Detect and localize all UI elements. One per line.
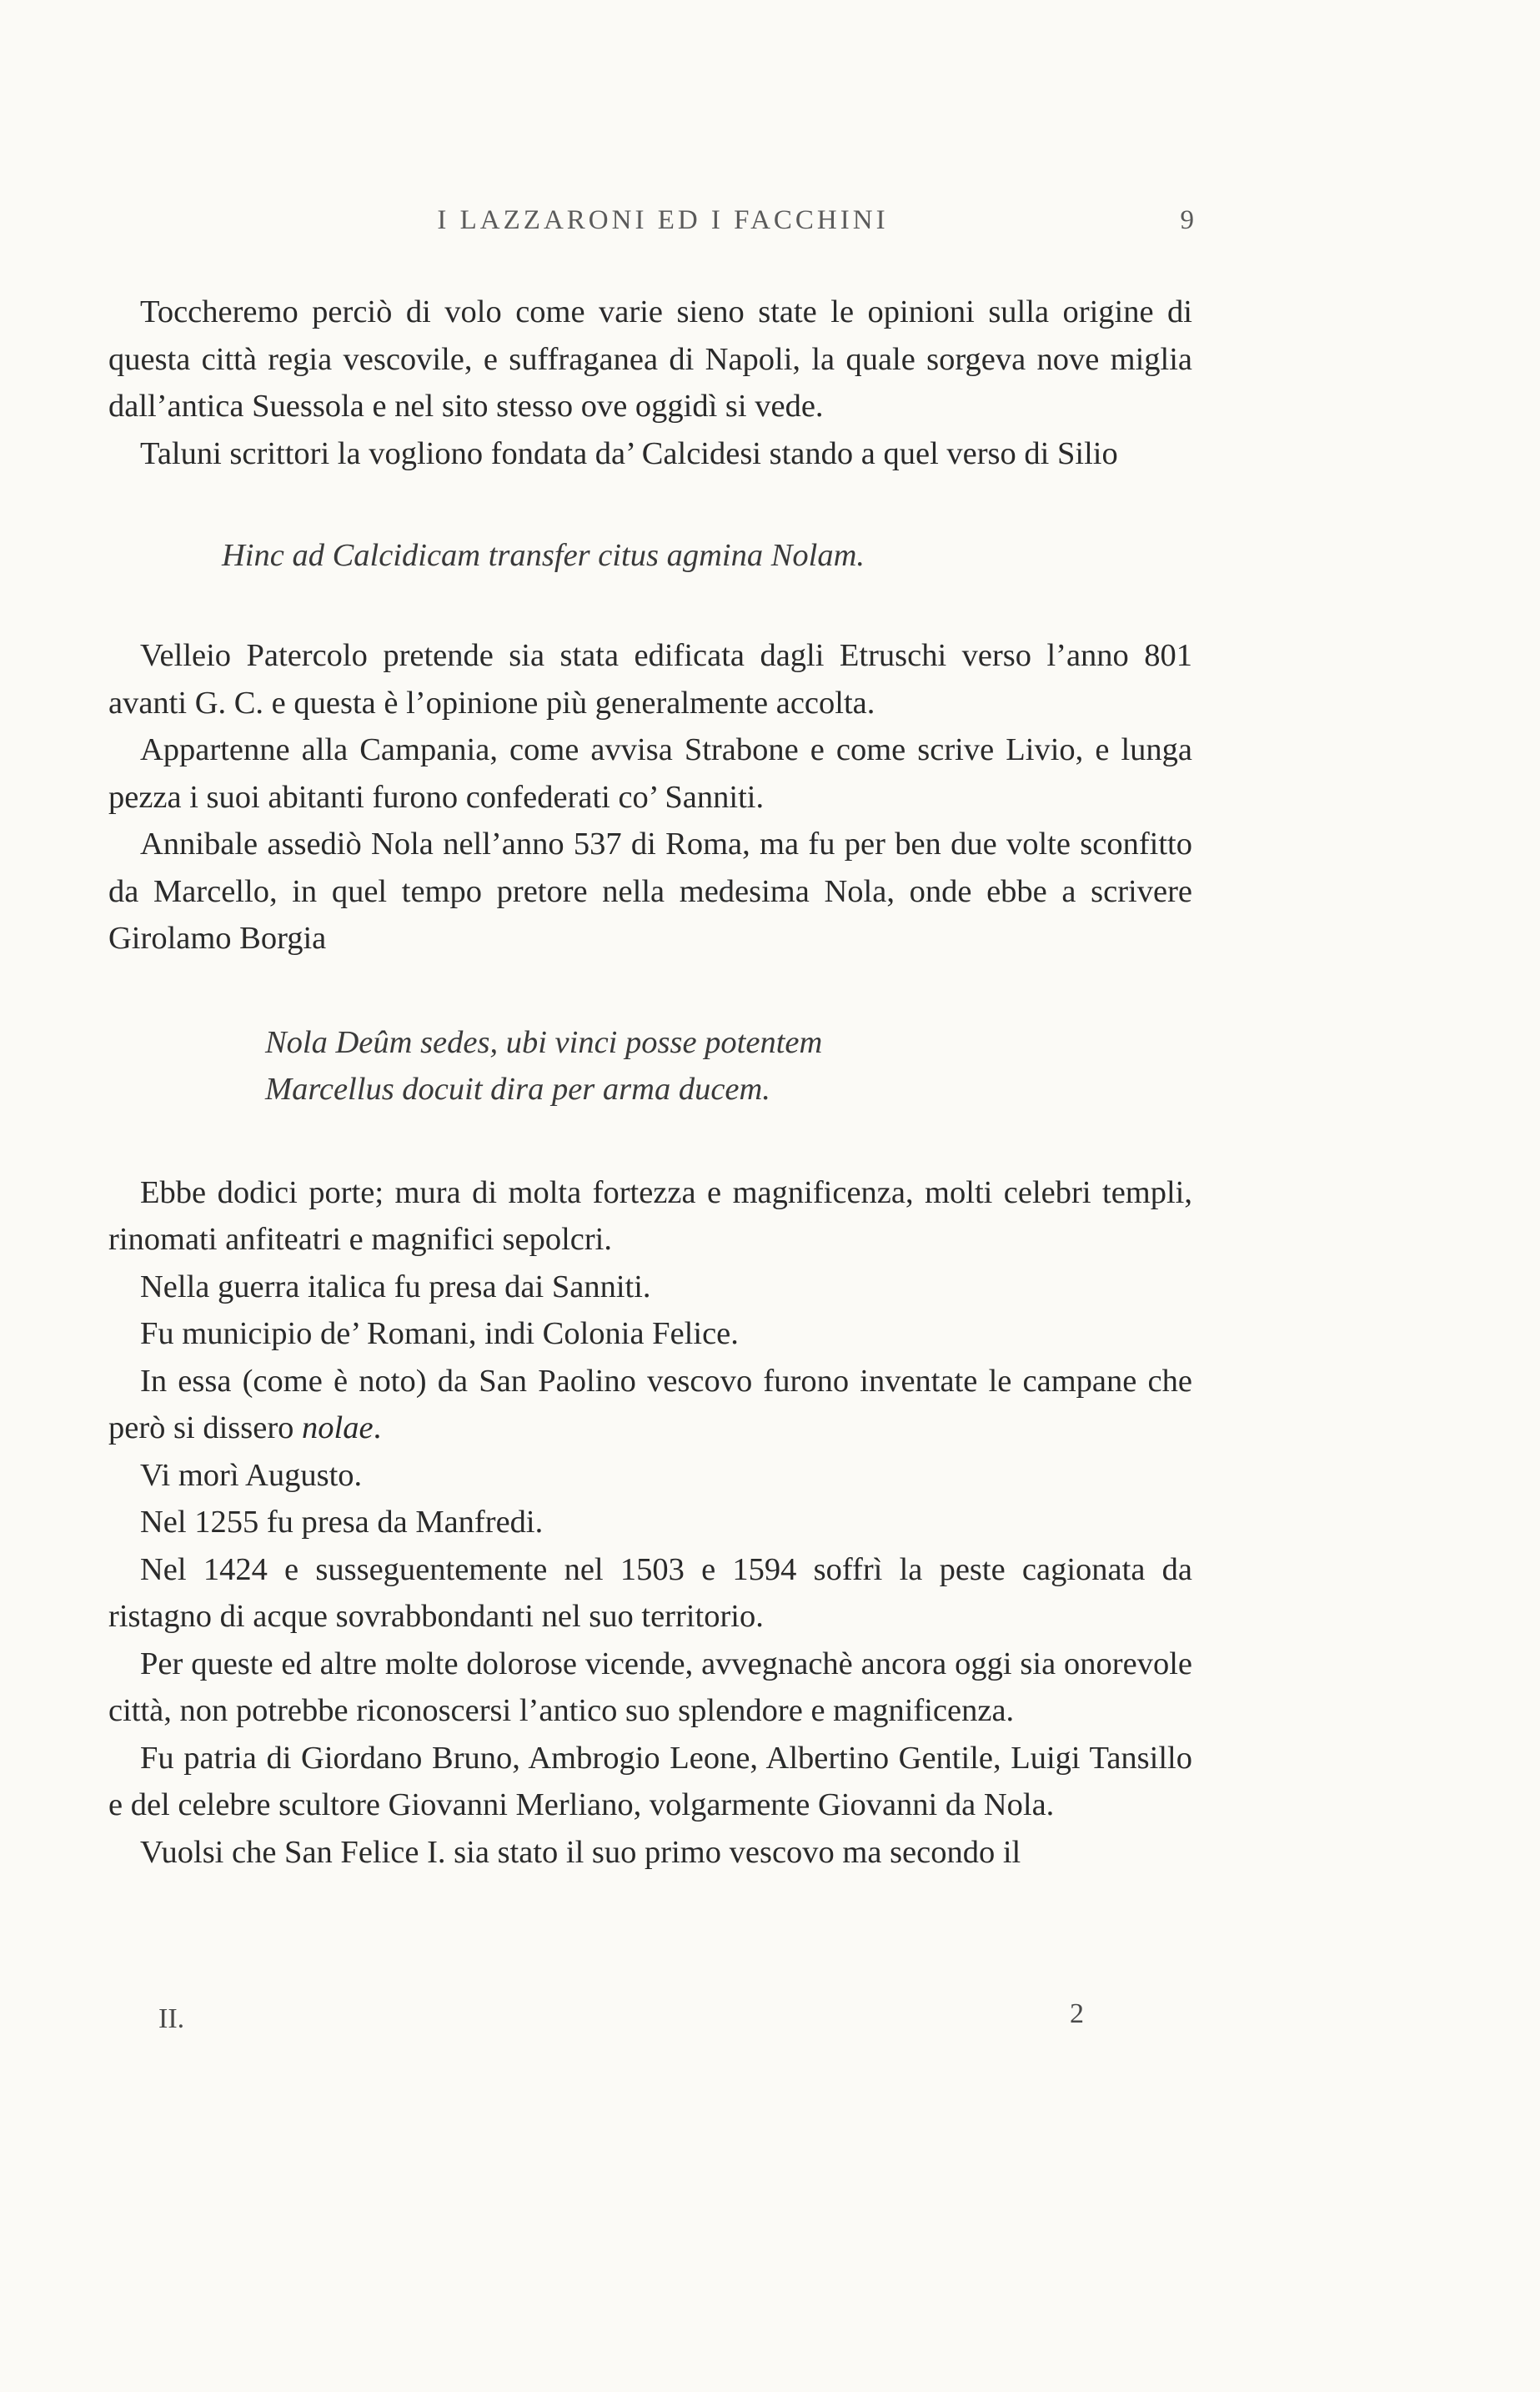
paragraph <box>108 1358 1192 1452</box>
verse-line: Nola Deûm sedes, ubi vinci posse potentem <box>265 1024 823 1060</box>
paragraph: Nel 1255 fu presa da Manfredi. <box>140 1505 544 1540</box>
paragraph: Toccheremo perciò di volo come varie sieno state le opinioni sulla origine di questa città regia vescovile, e suffraganea di Napoli, la quale sorgeva nove miglia dall’antica Suessola e nel sito stesso ove oggidì si vede. <box>108 294 1192 424</box>
running-head <box>125 205 1201 245</box>
volume-number: II. <box>158 2003 185 2034</box>
verse-quotation-borgia <box>265 1019 1192 1113</box>
paragraph: Ebbe dodici porte; mura di molta fortezza e magnificenza, molti celebri templi, rinomati anfiteatri e magnifici sepolcri. <box>108 1174 1192 1257</box>
paragraph-text: In essa (come è noto) da San Paolino vescovo furono inventate le campane che però si dissero <box>108 1363 1192 1445</box>
verse-quotation-silio: Hinc ad Calcidicam transfer citus agmina Nolam. <box>222 538 865 573</box>
paragraph: Fu municipio de’ Romani, indi Colonia Felice. <box>140 1316 739 1351</box>
paragraph: Nella guerra italica fu presa dai Sanniti. <box>140 1269 651 1304</box>
body-text <box>108 289 1192 1876</box>
page-footer <box>158 1998 1084 2043</box>
signature-mark: 2 <box>1070 1998 1084 2029</box>
paragraph: Vuolsi che San Felice I. sia stato il suo primo vescovo ma secondo il <box>140 1834 1021 1870</box>
paragraph: Nel 1424 e susseguentemente nel 1503 e 1594 soffrì la peste cagionata da ristagno di acque sovrabbondanti nel suo territorio. <box>108 1551 1192 1634</box>
paragraph: Per queste ed altre molte dolorose vicende, avvegnachè ancora oggi sia onorevole città, non potrebbe riconoscersi l’antico suo splendore e magnificenza. <box>108 1646 1192 1728</box>
paragraph: Vi morì Augusto. <box>140 1457 363 1493</box>
paragraph: Fu patria di Giordano Bruno, Ambrogio Leone, Albertino Gentile, Luigi Tansillo e del celebre scultore Giovanni Merliano, volgarmente Giovanni da Nola. <box>108 1740 1192 1822</box>
page-number: 9 <box>1180 205 1194 235</box>
italic-term: nolae <box>302 1410 374 1445</box>
paragraph: Annibale assediò Nola nell’anno 537 di Roma, ma fu per ben due volte sconfitto da Marcello, in quel tempo pretore nella medesima Nola, onde ebbe a scrivere Girolamo Borgia <box>108 827 1192 956</box>
paragraph: Appartenne alla Campania, come avvisa Strabone e come scrive Livio, e lunga pezza i suoi abitanti furono confederati co’ Sanniti. <box>108 732 1192 815</box>
paragraph: Velleio Patercolo pretende sia stata edificata dagli Etruschi verso l’anno 801 avanti G. C. e questa è l’opinione più generalmente accolta. <box>108 638 1192 721</box>
paragraph: Taluni scrittori la vogliono fondata da’ Calcidesi stando a quel verso di Silio <box>140 435 1118 471</box>
running-title: I LAZZARONI ED I FACCHINI <box>437 205 889 235</box>
verse-line: Marcellus docuit dira per arma ducem. <box>265 1071 770 1107</box>
paragraph-text: . <box>373 1410 382 1445</box>
